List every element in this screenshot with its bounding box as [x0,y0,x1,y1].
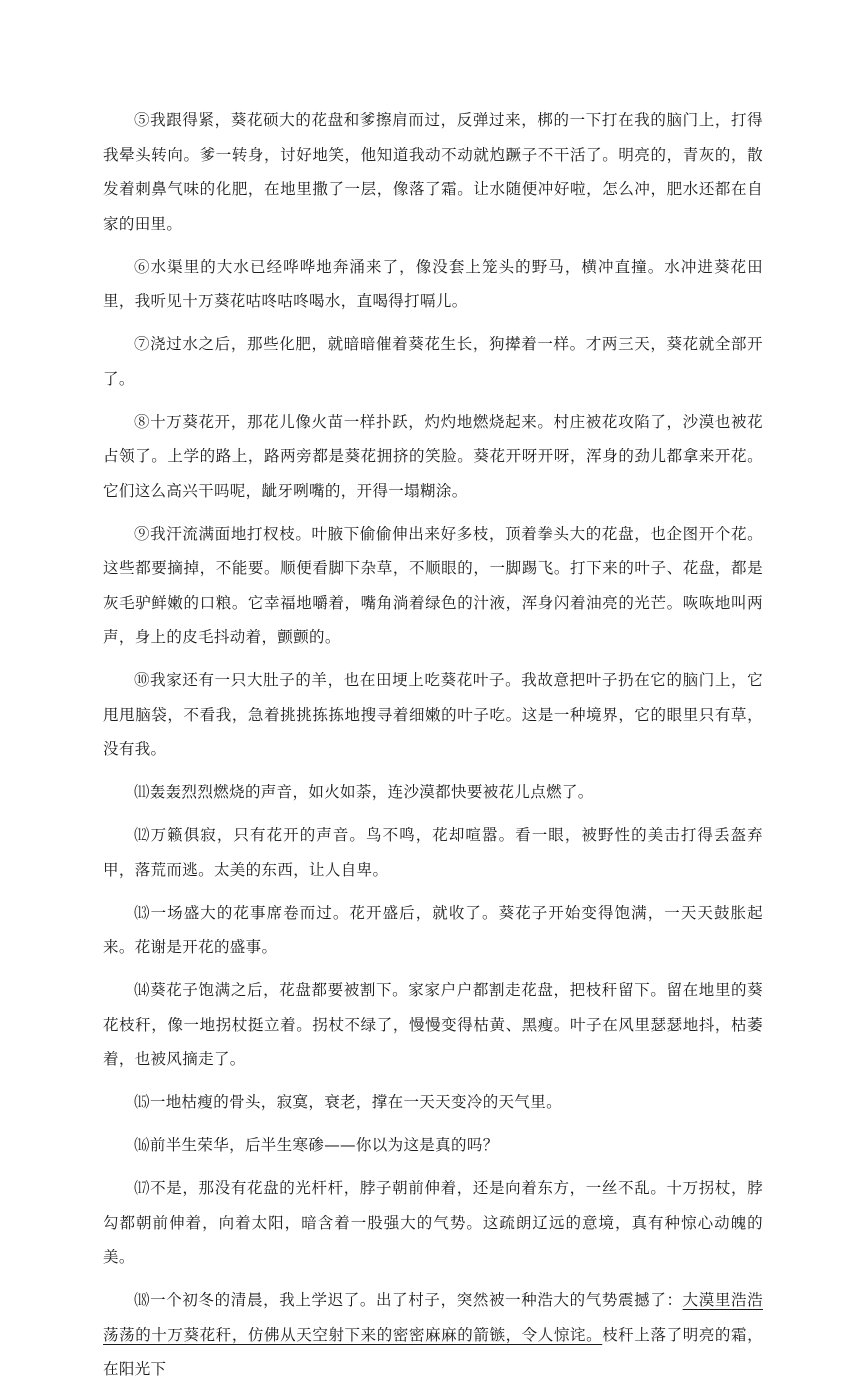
paragraph-12: ⑿万籁俱寂，只有花开的声音。鸟不鸣，花却喧嚣。看一眼，被野性的美击打得丢盔弃甲，落荒而逃。太美的东西，让人自卑。 [103,826,763,879]
paragraph-9: ⑨我汗流满面地打杈枝。叶腋下偷偷伸出来好多枝，顶着拳头大的花盘，也企图开个花。这些都要摘掉，不能要。顺便看脚下杂草，不顺眼的，一脚踢飞。打下来的叶子、花盘，都是灰毛驴鲜嫩的口粮。它幸福地嚼着，嘴角淌着绿色的汁液，浑身闪着油亮的光芒。咴咴地叫两声，身上的皮毛抖动着，颤颤的。 [103,524,763,646]
document-page [103,103,763,1395]
paragraph-15: ⒂一地枯瘦的骨头，寂寞，衰老，撑在一天天变冷的天气里。 [134,1093,562,1111]
paragraph-18-lead: ⒅一个初冬的清晨，我上学迟了。出了村子，突然被一种浩大的气势震撼了： [134,1291,683,1309]
paragraph-7: ⑦浇过水之后，那些化肥，就暗暗催着葵花生长，狗撵着一样。才两三天，葵花就全部开了。 [103,335,763,388]
paragraph-16: ⒃前半生荣华，后半生寒碜——你以为这是真的吗？ [134,1136,499,1154]
paragraph-6: ⑥水渠里的大水已经哗哗地奔涌来了，像没套上笼头的野马，横冲直撞。水冲进葵花田里，我听见十万葵花咕咚咕咚喝水，直喝得打嗝儿。 [103,257,763,310]
paragraph-18-tail: 枝秆上落了明亮的霜，在阳光下 [103,1325,763,1378]
paragraph-13: ⒀一场盛大的花事席卷而过。花开盛后，就收了。葵花子开始变得饱满，一天天鼓胀起来。花谢是开花的盛事。 [103,903,763,956]
paragraph-18 [103,1283,763,1387]
paragraph-14: ⒁葵花子饱满之后，花盘都要被割下。家家户户都割走花盘，把枝秆留下。留在地里的葵花枝秆，像一地拐杖挺立着。拐杖不绿了，慢慢变得枯黄、黑瘦。叶子在风里瑟瑟地抖，枯萎着，也被风摘走了。 [103,981,763,1068]
paragraph-17: ⒄不是，那没有花盘的光杆杆，脖子朝前伸着，还是向着东方，一丝不乱。十万拐杖，脖勾都朝前伸着，向着太阳，暗含着一股强大的气势。这疏朗辽远的意境，真有种惊心动魄的美。 [103,1179,763,1266]
paragraph-11: ⑾轰轰烈烈燃烧的声音，如火如荼，连沙漠都快要被花儿点燃了。 [134,783,594,801]
paragraph-5: ⑤我跟得紧，葵花硕大的花盘和爹擦肩而过，反弹过来，梆的一下打在我的脑门上，打得我晕头转向。爹一转身，讨好地笑，他知道我动不动就尥蹶子不干活了。明亮的，青灰的，散发着刺鼻气味的化肥，在地里撒了一层，像落了霜。让水随便冲好啦，怎么冲，肥水还都在自家的田里。 [103,111,763,233]
paragraph-8: ⑧十万葵花开，那花儿像火苗一样扑跃，灼灼地燃烧起来。村庄被花攻陷了，沙漠也被花占领了。上学的路上，路两旁都是葵花拥挤的笑脸。葵花开呀开呀，浑身的劲儿都拿来开花。它们这么高兴干吗呢，龇牙咧嘴的，开得一塌糊涂。 [103,412,763,500]
paragraph-10: ⑩我家还有一只大肚子的羊，也在田埂上吃葵花叶子。我故意把叶子扔在它的脑门上，它甩甩脑袋，不看我，急着挑挑拣拣地搜寻着细嫩的叶子吃。这是一种境界，它的眼里只有草，没有我。 [103,671,763,758]
underlined-sentence: 大漠里浩浩荡荡的十万葵花秆，仿佛从天空射下来的密密麻麻的箭镞，令人惊诧。 [103,1291,763,1344]
